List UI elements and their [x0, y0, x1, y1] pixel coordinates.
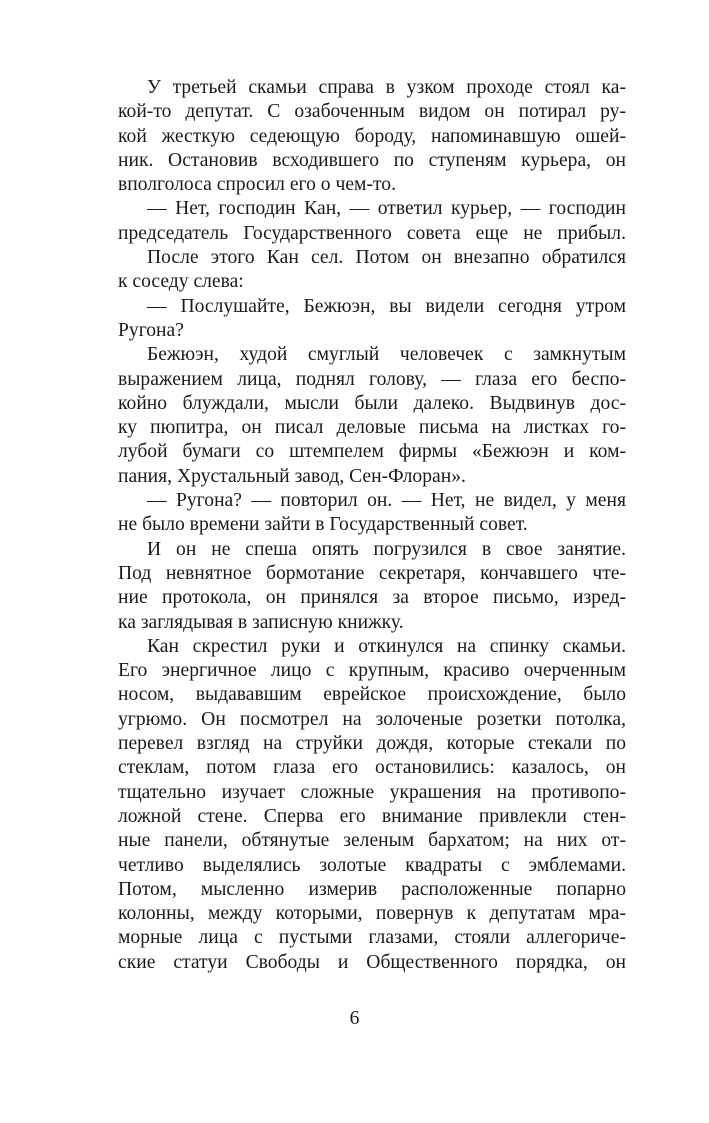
text-line: пания, Хрустальный завод, Сен-Флоран».	[118, 465, 466, 487]
text-line: угрюмо. Он посмотрел на золоченые розетки потолка,	[118, 708, 626, 730]
text-line: морные лица с пустыми глазами, стояли аллегориче-	[118, 927, 626, 949]
text-line: к соседу слева:	[118, 271, 244, 293]
text-line: У третьей скамьи справа в узком проходе стоял ка-	[147, 77, 626, 98]
text-line: ложной стене. Сперва его внимание привлекли стен-	[118, 805, 626, 827]
text-line: перевел взгляд на струйки дождя, которые стекали по	[118, 733, 626, 755]
page-number: 6	[349, 1008, 360, 1029]
text-line: ние протокола, он принялся за второе письмо, изред-	[118, 587, 626, 609]
text-line: председатель Государственного совета еще не прибыл.	[118, 222, 626, 244]
text-line: лубой бумаги со штемпелем фирмы «Бежюэн и ком-	[118, 441, 626, 463]
text-line: Под невнятное бормотание секретаря, кончавшего чте-	[118, 562, 626, 584]
text-line: койно блуждали, мысли были далеко. Выдвинув дос-	[118, 392, 626, 414]
body-text	[118, 76, 626, 975]
text-line: ка заглядывая в записную книжку.	[118, 611, 404, 633]
text-line: Потом, мысленно измерив расположенные попарно	[118, 878, 626, 900]
text-line: четливо выделялись золотые квадраты с эмблемами.	[118, 854, 626, 876]
text-line: ку пюпитра, он писал деловые письма на листках го-	[118, 417, 626, 439]
text-line: не было времени зайти в Государственный совет.	[118, 514, 528, 536]
text-line: — Послушайте, Бежюэн, вы видели сегодня утром	[147, 295, 626, 317]
text-line: кой-то депутат. С озабоченным видом он потирал ру-	[118, 101, 626, 123]
text-line: — Нет, господин Кан, — ответил курьер, — господин	[147, 198, 626, 220]
text-line: колонны, между которыми, повернув к депутатам мра-	[118, 903, 626, 925]
text-line: ные панели, обтянутые зеленым бархатом; на них от-	[118, 830, 626, 852]
text-line: стеклам, потом глаза его остановились: казалось, он	[118, 757, 626, 779]
text-line: тщательно изучает сложные украшения на противопо-	[118, 781, 626, 803]
text-line: ские статуи Свободы и Общественного порядка, он	[118, 951, 626, 973]
text-line: вполголоса спросил его о чем-то.	[118, 174, 396, 196]
text-line: носом, выдававшим еврейское происхождение, было	[118, 684, 626, 706]
text-line: — Ругона? — повторил он. — Нет, не видел, у меня	[147, 490, 626, 512]
text-line: После этого Кан сел. Потом он внезапно обратился	[147, 247, 626, 269]
text-line: Бежюэн, худой смуглый человечек с замкнутым	[147, 344, 626, 366]
text-line: И он не спеша опять погрузился в свое занятие.	[147, 538, 626, 560]
text-line: ник. Остановив всходившего по ступеням курьера, он	[118, 149, 626, 171]
text-line: кой жесткую седеющую бороду, напоминавшую ошей-	[118, 125, 626, 147]
text-line: Ругона?	[118, 319, 184, 341]
text-line: Кан скрестил руки и откинулся на спинку скамьи.	[147, 635, 626, 657]
text-line: выражением лица, поднял голову, — глаза его беспо-	[118, 368, 626, 390]
text-line: Его энергичное лицо с крупным, красиво очерченным	[118, 660, 626, 682]
